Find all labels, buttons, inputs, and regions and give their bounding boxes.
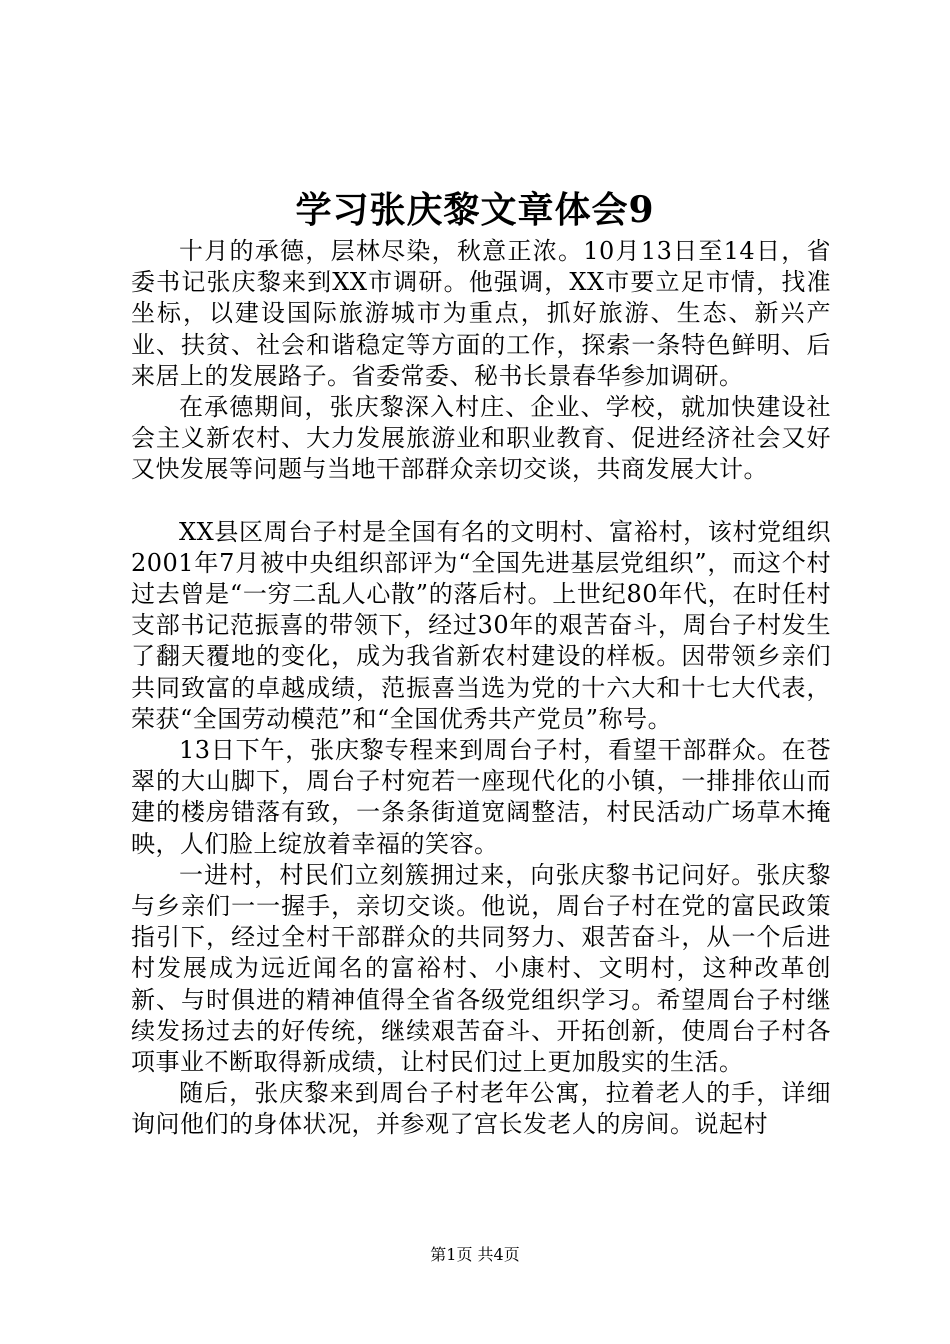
- paragraph-2: 在承德期间，张庆黎深入村庄、企业、学校，就加快建设社会主义新农村、大力发展旅游业和职业教育、促进经济社会又好又快发展等问题与当地干部群众亲切交谈，共商发展大计。: [131, 393, 831, 484]
- paragraph-6: 随后，张庆黎来到周台子村老年公寓，拉着老人的手，详细询问他们的身体状况，并参观了宫长发老人的房间。说起村: [131, 1079, 831, 1139]
- page-title: 学习张庆黎文章体会9: [295, 189, 655, 231]
- paragraph-4: 13日下午，张庆黎专程来到周台子村，看望干部群众。在苍翠的大山脚下，周台子村宛若一座现代化的小镇，一排排依山而建的楼房错落有致，一条条街道宽阔整洁，村民活动广场草木掩映，人们脸上绽放着幸福的笑容。: [131, 736, 831, 858]
- page-number-footer: 第1页 共4页: [430, 1245, 520, 1264]
- paragraph-1: 十月的承德，层林尽染，秋意正浓。10月13日至14日，省委书记张庆黎来到XX市调研。他强调，XX市要立足市情，找准坐标，以建设国际旅游城市为重点，抓好旅游、生态、新兴产业、扶贫、社会和谐稳定等方面的工作，探索一条特色鲜明、后来居上的发展路子。省委常委、秘书长景春华参加调研。: [131, 237, 831, 390]
- paragraph-3: XX县区周台子村是全国有名的文明村、富裕村，该村党组织2001年7月被中央组织部评为“全国先进基层党组织”，而这个村过去曾是“一穷二乱人心散”的落后村。上世纪80年代，在时任村支部书记范振喜的带领下，经过30年的艰苦奋斗，周台子村发生了翻天覆地的变化，成为我省新农村建设的样板。因带领乡亲们共同致富的卓越成绩，范振喜当选为党的十六大和十七大代表，荣获“全国劳动模范”和“全国优秀共产党员”称号。: [131, 517, 831, 733]
- article-body: [131, 236, 831, 1141]
- paragraph-5: 一进村，村民们立刻簇拥过来，向张庆黎书记问好。张庆黎与乡亲们一一握手，亲切交谈。他说，周台子村在党的富民政策指引下，经过全村干部群众的共同努力、艰苦奋斗，从一个后进村发展成为远近闻名的富裕村、小康村、文明村，这种改革创新、与时俱进的精神值得全省各级党组织学习。希望周台子村继续发扬过去的好传统，继续艰苦奋斗、开拓创新，使周台子村各项事业不断取得新成绩，让村民们过上更加殷实的生活。: [131, 860, 831, 1077]
